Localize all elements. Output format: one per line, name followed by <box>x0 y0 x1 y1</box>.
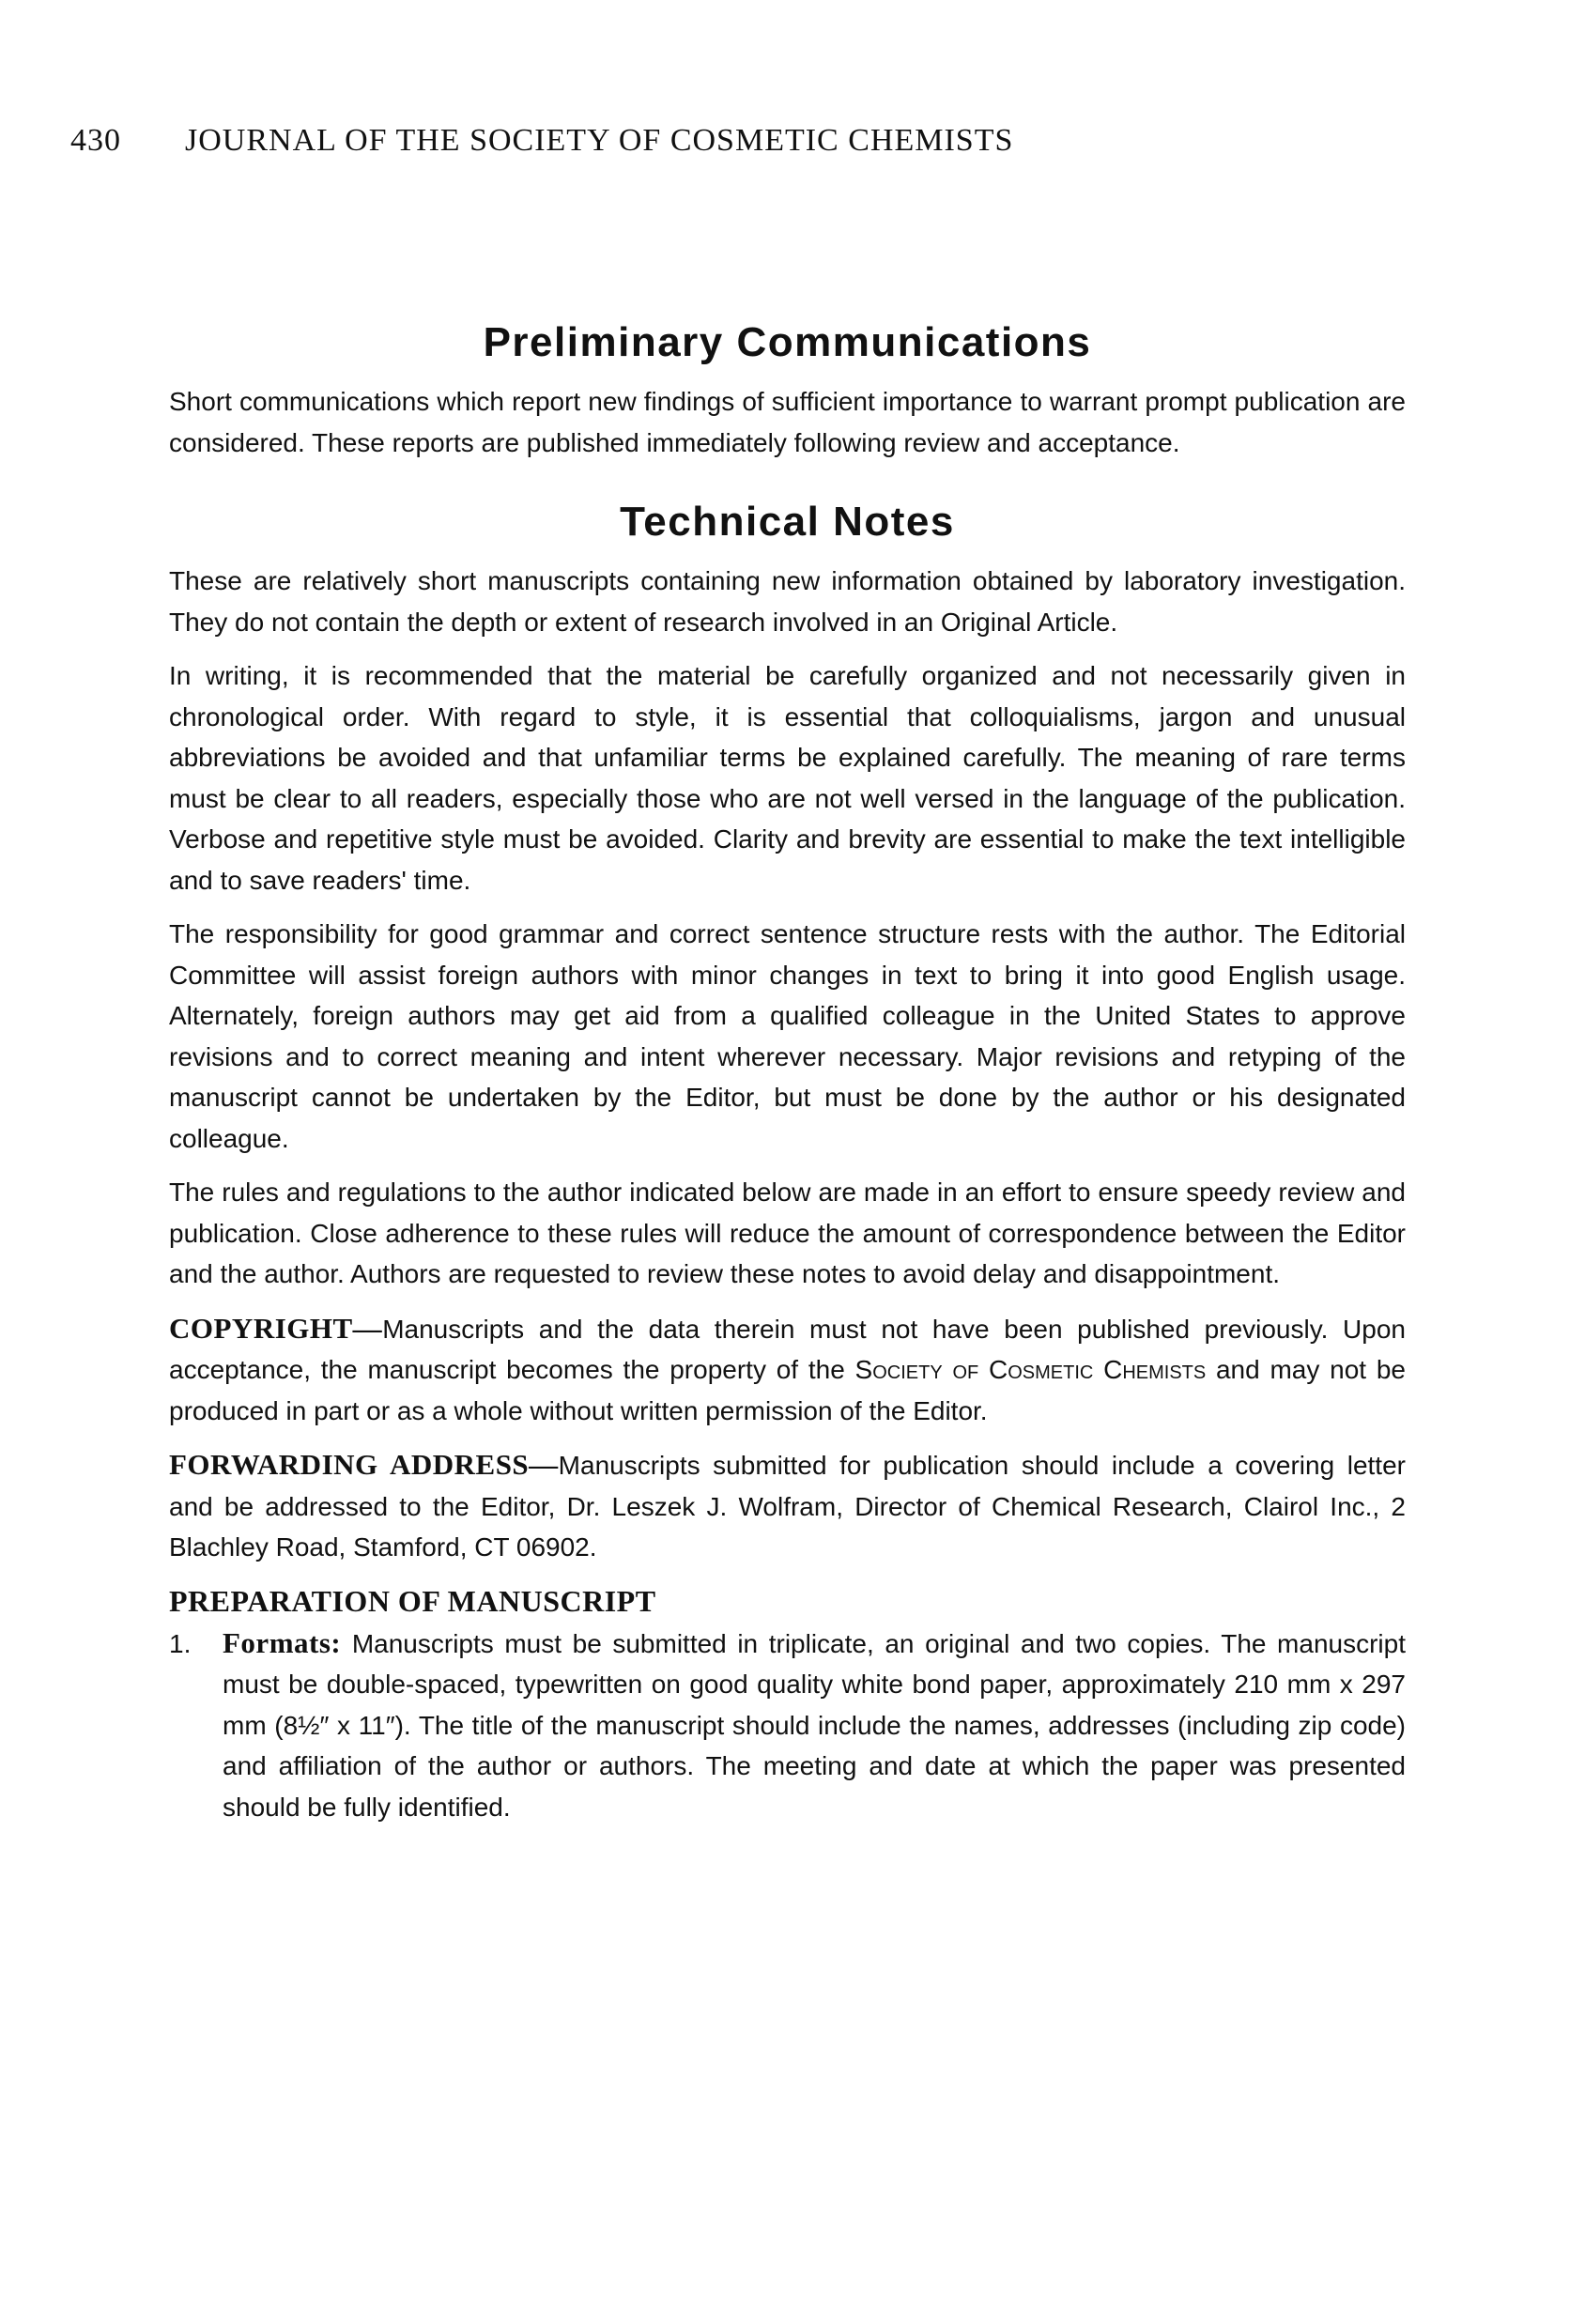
paragraph-technical-4: The rules and regulations to the author indicated below are made in an effort to ensure speedy review and publication. Close adherence to these rules will reduce the amount of correspondence between the Editor and the author. Authors are requested to review these notes to avoid delay and disappointment. <box>169 1177 1406 1288</box>
paragraph-technical-2: In writing, it is recommended that the material be carefully organized and not necessarily given in chronological order. With regard to style, it is essential that colloquialisms, jargon and unusual abbreviations be avoided and that unfamiliar terms be explained carefully. The meaning of rare terms must be clear to all readers, especially those who are not well versed in the language of the publication. Verbose and repetitive style must be avoided. Clarity and brevity are essential to make the text intelligible and to save readers' time. <box>169 661 1406 895</box>
forwarding-lead: FORWARDING ADDRESS— <box>169 1448 559 1481</box>
list-item-formats <box>169 1623 1406 1828</box>
heading-preparation-of-manuscript: PREPARATION OF MANUSCRIPT <box>169 1583 656 1618</box>
forwarding-text: Manuscripts submitted for publication should include a covering letter and be addressed to the Editor, Dr. Leszek J. Wolfram, Director of Chemical Research, Clairol Inc., 2 Blachley Road, Stamford, CT 06902. <box>169 1451 1406 1562</box>
copyright-text-end: and may not be produced in part or as a whole without written permission of the Editor. <box>169 1355 1406 1425</box>
paragraph-technical-3: The responsibility for good grammar and correct sentence structure rests with the author. The Editorial Committee will assist foreign authors with minor changes in text to bring it into good English usage. Alternately, foreign authors may get aid from a qualified colleague in the United States to approve revisions and to correct meaning and intent wherever necessary. Major revisions and retyping of the manuscript cannot be undertaken by the Editor, but must be done by the author or his designated colleague. <box>169 919 1406 1153</box>
item-label: Formats: <box>223 1625 342 1659</box>
society-name: Society of Cosmetic Chemists <box>854 1355 1207 1384</box>
paragraph-technical-1: These are relatively short manuscripts containing new information obtained by laboratory investigation. They do not contain the depth or extent of research involved in an Original Article. <box>169 566 1406 637</box>
paragraph-forwarding-address <box>169 1444 1406 1568</box>
copyright-text: Manuscripts and the data therein must not have been published previously. Upon acceptance, the manuscript becomes the property of the <box>169 1314 1406 1384</box>
heading-preliminary-communications: Preliminary Communications <box>483 319 1092 365</box>
paragraph-copyright <box>169 1308 1406 1432</box>
journal-title: JOURNAL OF THE SOCIETY OF COSMETIC CHEMISTS <box>185 123 1014 158</box>
page-number: 430 <box>70 123 121 158</box>
heading-technical-notes: Technical Notes <box>620 499 955 545</box>
item-text: Manuscripts must be submitted in triplicate, an original and two copies. The manuscript must be double-spaced, typewritten on good quality white bond paper, approximately 210 mm x 297 mm (8½″ x 11″). The title of the manuscript should include the names, addresses (including zip code) and affiliation of the author or authors. The meeting and date at which the paper was presented should be fully identified. <box>223 1628 1406 1822</box>
paragraph-preliminary: Short communications which report new findings of sufficient importance to warrant prompt publication are considered. These reports are published immediately following review and acceptance. <box>169 387 1406 457</box>
running-header <box>70 120 1406 162</box>
item-number: 1. <box>169 1628 192 1658</box>
copyright-lead: COPYRIGHT— <box>169 1311 383 1345</box>
